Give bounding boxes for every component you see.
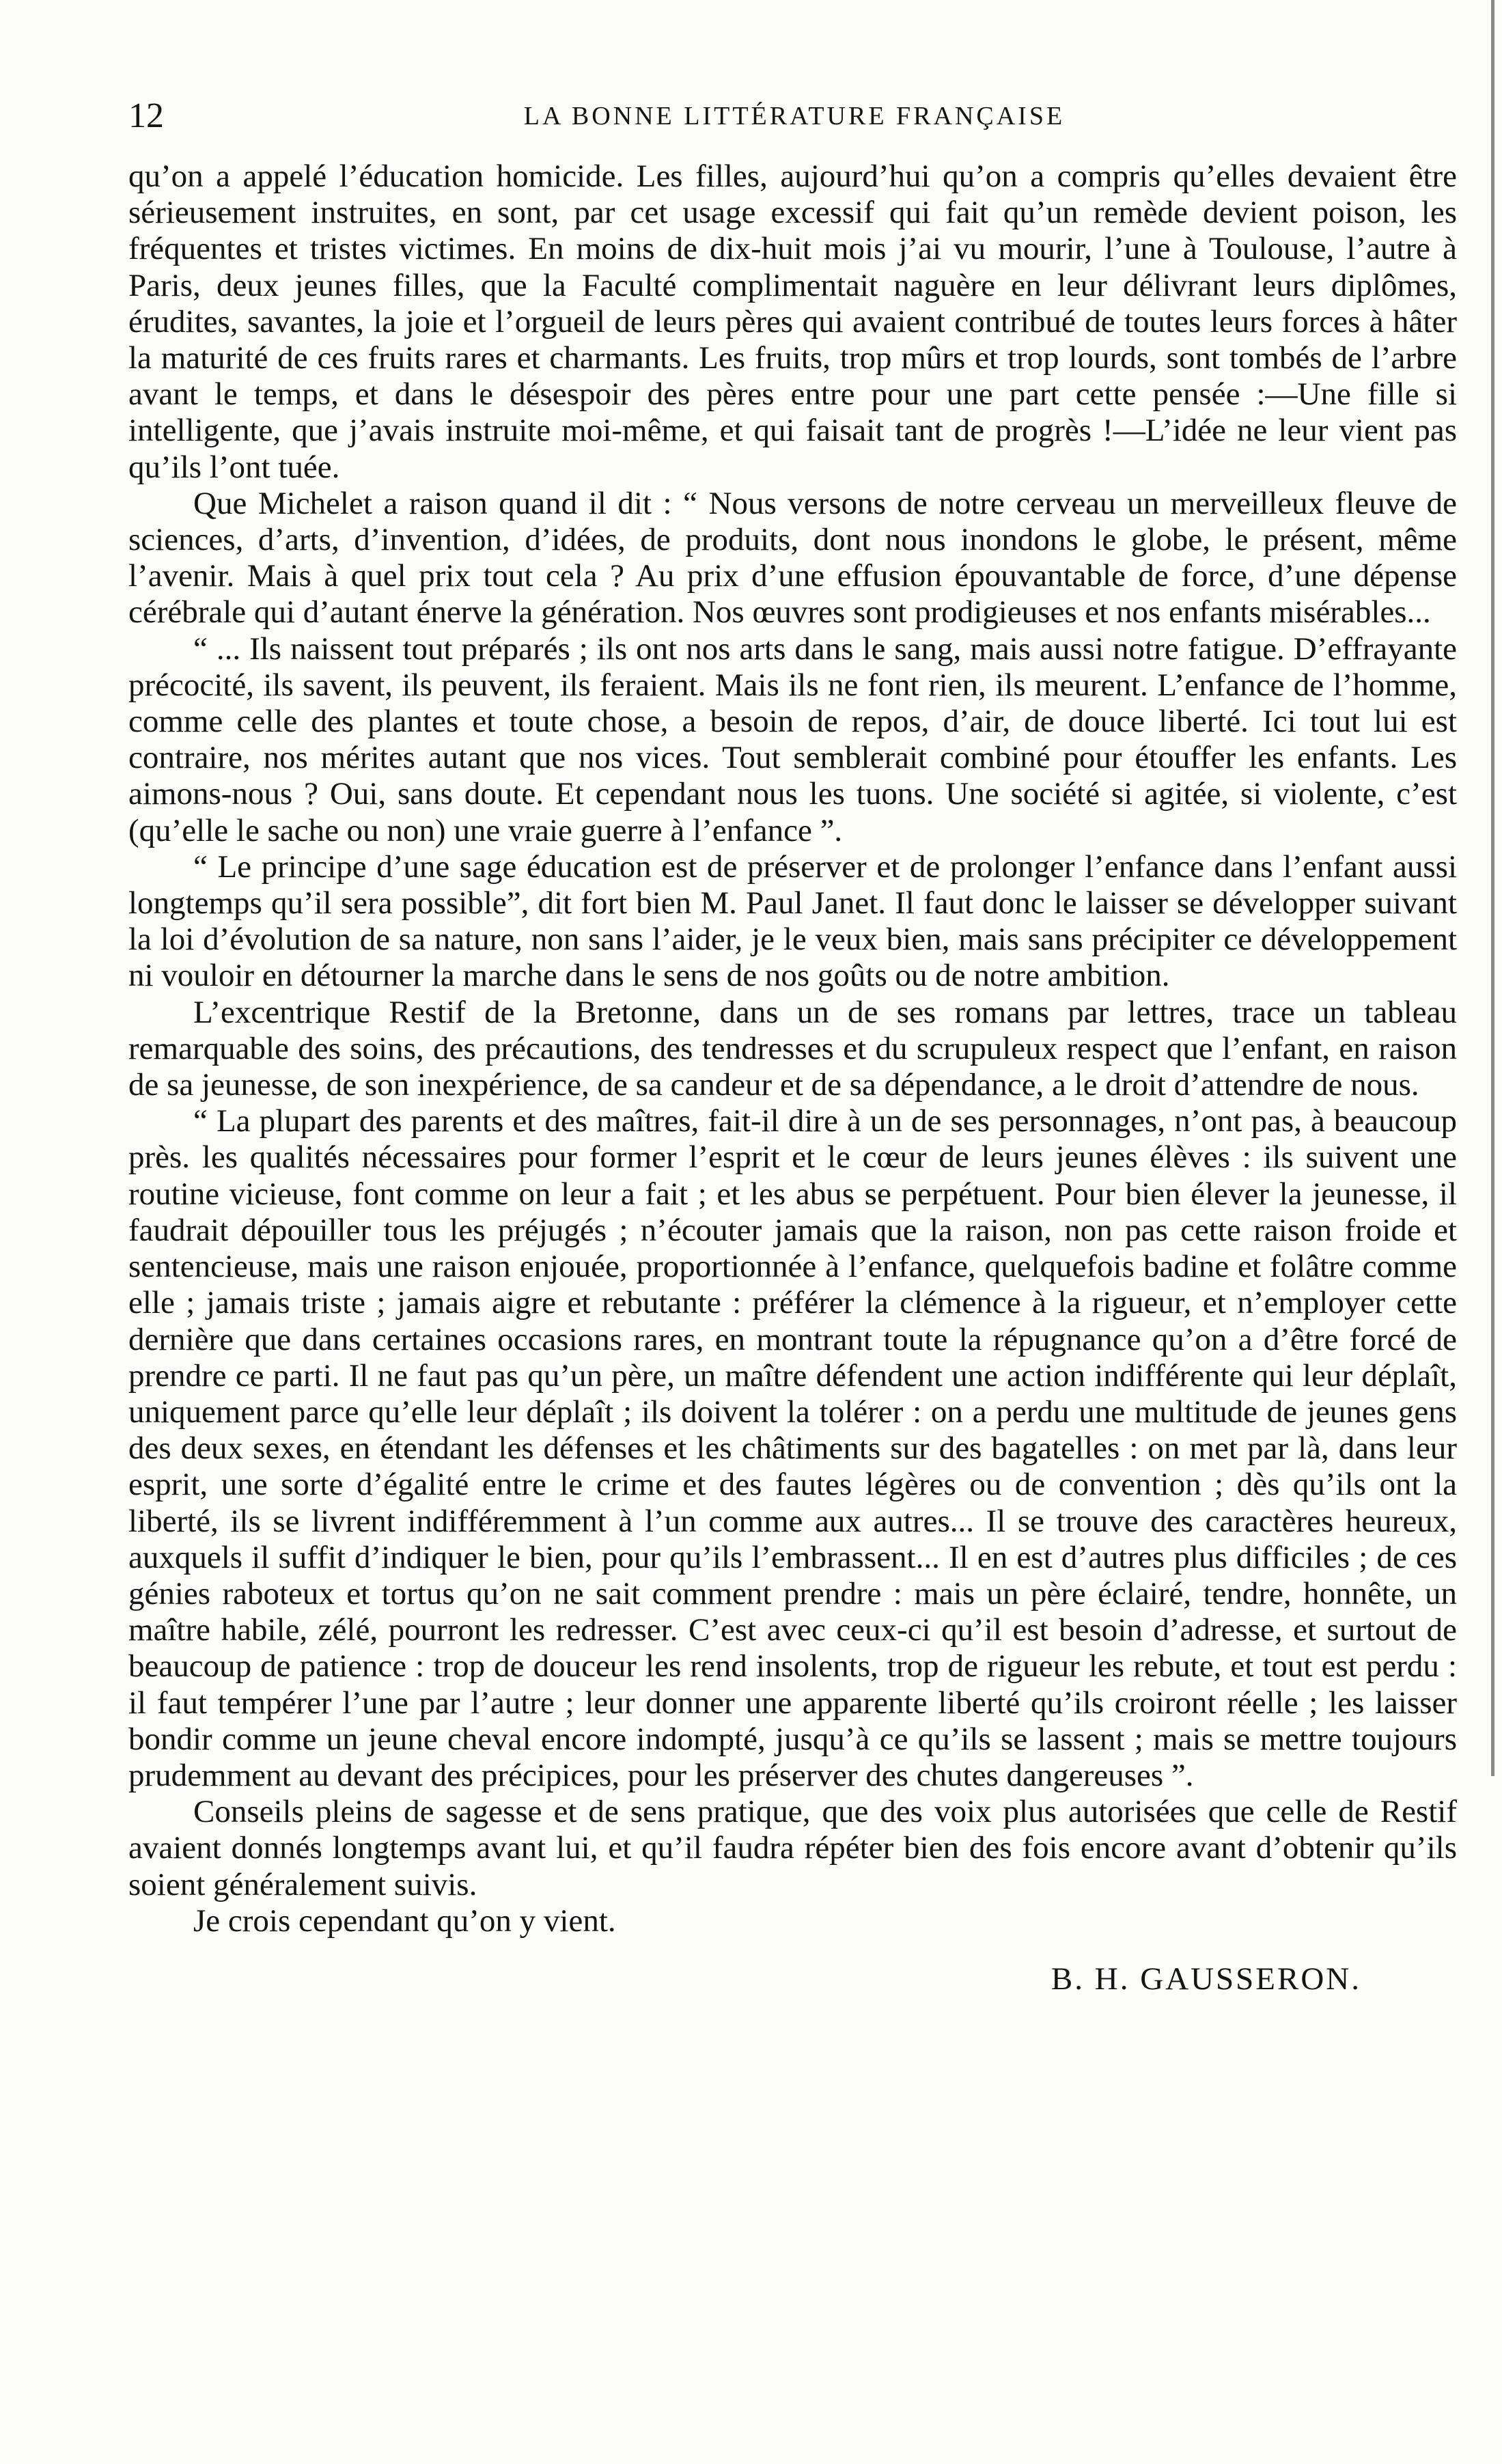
- paragraph: “ ... Ils naissent tout préparés ; ils ont nos arts dans le sang, mais aussi notre fatigue. D’effrayante précocité, ils savent, ils peuvent, ils feraient. Mais ils ne font rien, ils meurent. L’enfance de l’homme, comme celle des plantes et toute chose, a besoin de repos, d’air, de douce liberté. Ici tout lui est contraire, nos mérites autant que nos vices. Tout semblerait combiné pour étouffer les enfants. Les aimons-nous ? Oui, sans doute. Et cependant nous les tuons. Une société si agitée, si violente, c’est (qu’elle le sache ou non) une vraie guerre à l’enfance ”.: [128, 631, 1457, 848]
- running-title: LA BONNE LITTÉRATURE FRANÇAISE: [523, 102, 1066, 130]
- page-header: [128, 96, 1460, 143]
- paragraph: Que Michelet a raison quand il dit : “ Nous versons de notre cerveau un merveilleux fleuve de sciences, d’arts, d’invention, d’idées, de produits, dont nous inondons le globe, le présent, même l’avenir. Mais à quel prix tout cela ? Au prix d’une effusion épouvantable de force, d’une dépense cérébrale qui d’autant énerve la génération. Nos œuvres sont prodigieuses et nos enfants misérables...: [128, 485, 1457, 631]
- paragraph: Conseils pleins de sagesse et de sens pratique, que des voix plus autorisées que celle de Restif avaient donnés longtemps avant lui, et qu’il faudra répéter bien des fois encore avant d’obtenir qu’ils soient généralement suivis.: [128, 1794, 1457, 1902]
- page-number: 12: [128, 96, 164, 135]
- paragraph: L’excentrique Restif de la Bretonne, dans un de ses romans par lettres, trace un tableau remarquable des soins, des précautions, des tendresses et du scrupuleux respect que l’enfant, en raison de sa jeunesse, de son inexpérience, de sa candeur et de sa dépendance, a le droit d’attendre de nous.: [128, 994, 1457, 1103]
- paragraph: “ Le principe d’une sage éducation est de préserver et de prolonger l’enfance dans l’enfant aussi longtemps qu’il sera possible”, dit fort bien M. Paul Janet. Il faut donc le laisser se développer suivant la loi d’évolution de sa nature, non sans l’aider, je le veux bien, mais sans précipiter ce développement ni vouloir en détourner la marche dans le sens de nos goûts ou de notre ambition.: [128, 848, 1457, 994]
- author-signature: B. H. GAUSSERON.: [1051, 1961, 1361, 1997]
- paragraph: qu’on a appelé l’éducation homicide. Les filles, aujourd’hui qu’on a compris qu’elles devaient être sérieusement instruites, en sont, par cet usage excessif qui fait qu’un remède devient poison, les fréquentes et tristes victimes. En moins de dix-huit mois j’ai vu mourir, l’une à Toulouse, l’autre à Paris, deux jeunes filles, que la Faculté complimentait naguère en leur délivrant leurs diplômes, érudites, savantes, la joie et l’orgueil de leurs pères qui avaient contribué de toutes leurs forces à hâter la maturité de ces fruits rares et charmants. Les fruits, trop mûrs et trop lourds, sont tombés de l’arbre avant le temps, et dans le désespoir des pères entre pour une part cette pensée :—Une fille si intelligente, que j’avais instruite moi-même, et qui faisait tant de progrès !—L’idée ne leur vient pas qu’ils l’ont tuée.: [128, 158, 1457, 485]
- page-edge-rule: [1491, 0, 1502, 1776]
- paragraph: “ La plupart des parents et des maîtres, fait-il dire à un de ses personnages, n’ont pas, à beaucoup près. les qualités nécessaires pour former l’esprit et le cœur de leurs jeunes élèves : ils suivent une routine vicieuse, font comme on leur a fait ; et les abus se perpétuent. Pour bien élever la jeunesse, il faudrait dépouiller tous les préjugés ; n’écouter jamais que la raison, non pas cette raison froide et sentencieuse, mais une raison enjouée, proportionnée à l’enfance, quelquefois badine et folâtre comme elle ; jamais triste ; jamais aigre et rebutante : préférer la clémence à la rigueur, et n’employer cette dernière que dans certaines occasions rares, en montrant toute la répugnance qu’on a d’être forcé de prendre ce parti. Il ne faut pas qu’un père, un maître défendent une action indifférente qui leur déplaît, uniquement parce qu’elle leur déplaît ; ils doivent la tolérer : on a perdu une multitude de jeunes gens des deux sexes, en étendant les défenses et les châtiments sur des bagatelles : on met par là, dans leur esprit, une sorte d’égalité entre le crime et des fautes légères ou de convention ; dès qu’ils ont la liberté, ils se livrent indifféremment à l’un comme aux autres... Il se trouve des caractères heureux, auxquels il suffit d’indiquer le bien, pour qu’ils l’embrassent... Il en est d’autres plus difficiles ; de ces génies raboteux et tortus qu’on ne sait comment prendre : mais un père éclairé, tendre, honnête, un maître habile, zélé, pourront les redresser. C’est avec ceux-ci qu’il est besoin d’adresse, et surtout de beaucoup de patience : trop de douceur les rend insolents, trop de rigueur les rebute, et tout est perdu : il faut tempérer l’une par l’autre ; leur donner une apparente liberté qu’ils croiront réelle ; les laisser bondir comme un jeune cheval encore indompté, jusqu’à ce qu’ils se lassent ; mais se mettre toujours prudemment au devant des précipices, pour les préserver des chutes dangereuses ”.: [128, 1103, 1457, 1793]
- closing-line: Je crois cependant qu’on y vient.: [193, 1902, 616, 1939]
- body-text: [128, 158, 1457, 1998]
